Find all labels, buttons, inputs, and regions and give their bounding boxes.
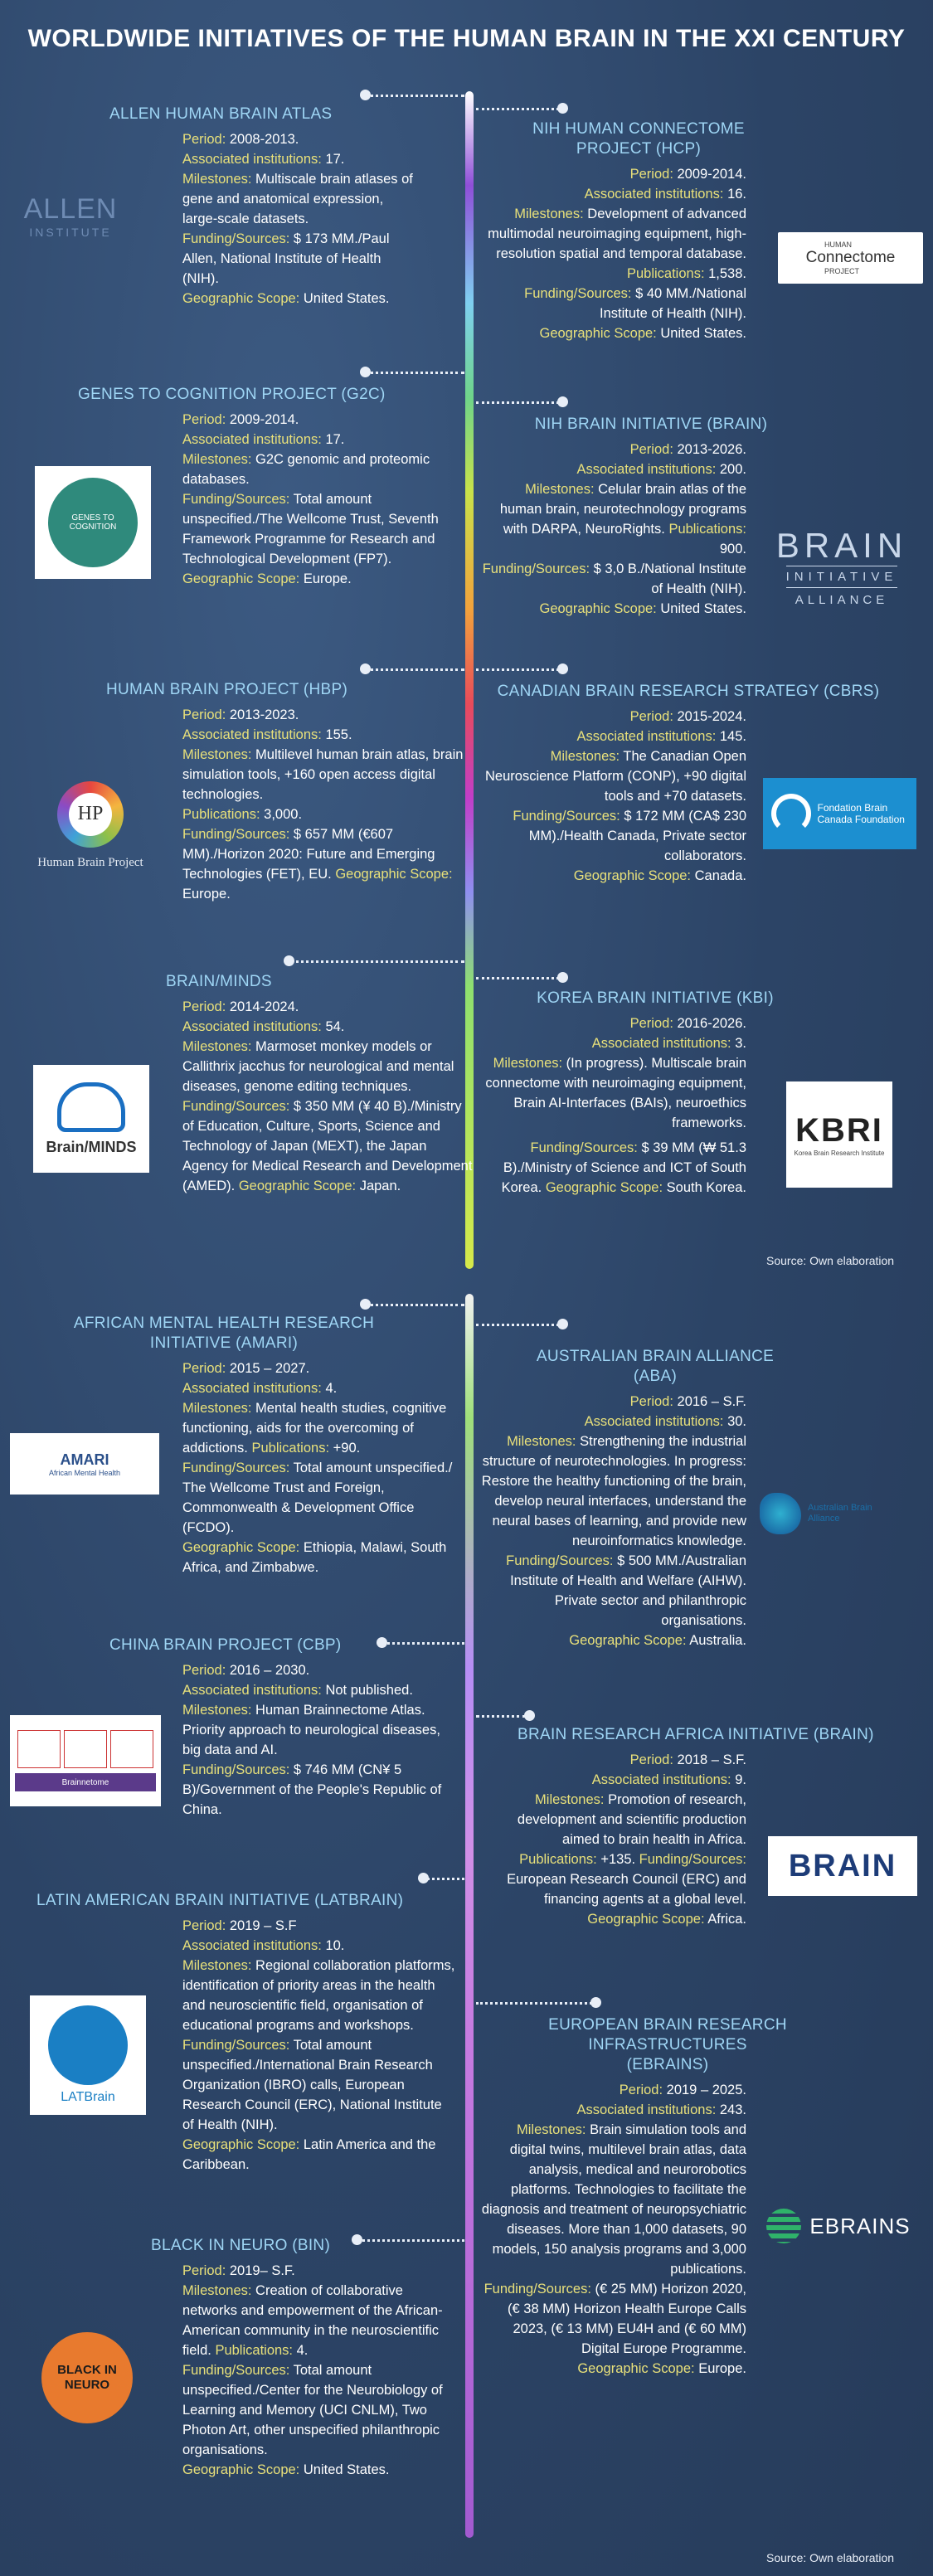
initiative-ebrains: EUROPEAN BRAIN RESEARCH INFRASTRUCTURES (EBRAINS) Period: 2019 – 2025. Associated institutions: 243. Milestones: Brain simulation tools and digital twins, multilevel brain atlas, data analysis, medical and neurorobotics platforms. Technologies to facilitate the diagnosis and treatment of neuropsychiatric diseases. More than 1,000 datasets, 90 models, 150 analysis programs and 3,000 publications. Funding/Sources: (€ 25 MM) Horizon 2020, (€ 38 MM) Horizon Health Europe Calls 2023, (€ 13 MM) EU4H and (€ 60 MM) Digital Europe Programme. Geographic Scope: Europe. xyxy=(481,2016,787,2376)
connector-node xyxy=(557,972,568,983)
initiative-amari: AFRICAN MENTAL HEALTH RESEARCH INITIATIVE (AMARI) Period: 2015 – 2027. Associated institutions: 4. Milestones: Mental health studies, cognitive functioning, aids for the overcoming of addictions. Publications: +90. Funding/Sources: Total amount unspecified./ The Wellcome Trust and Foreign, Commonwealth & Development Office (FCDO). Geographic Scope: Ethiopia, Malawi, South Africa, and Zimbabwe. xyxy=(73,1315,453,1575)
initiative-title: ALLEN HUMAN BRAIN ATLAS xyxy=(109,105,333,123)
connector xyxy=(476,668,559,671)
brain-canada-logo: Fondation Brain Canada Foundation xyxy=(763,778,916,849)
connector xyxy=(476,2002,592,2005)
bin-logo: BLACK IN NEURO xyxy=(41,2332,133,2423)
hcp-logo: HUMAN Connectome PROJECT xyxy=(778,232,923,284)
initiative-latbrain: LATIN AMERICAN BRAIN INITIATIVE (LATBRAIN) Period: 2019 – S.F Associated institutions: 10. Milestones: Regional collaboration platforms, identification of priority areas in the health and neuroscientific field, organisation of educational programs and workshops. Funding/Sources: Total amount unspecified./International Brain Research Organization (IBRO) calls, European Research Council (ERC), National Institute of Health (NIH). Geographic Scope: Latin America and the Caribbean. xyxy=(36,1892,455,2172)
connector xyxy=(423,1878,464,1880)
connector-node xyxy=(557,396,568,407)
connector xyxy=(476,1715,526,1718)
connector-node xyxy=(360,367,371,377)
initiative-allen: ALLEN HUMAN BRAIN ATLAS Period: 2008-2013. Associated institutions: 17. Milestones: Multiscale brain atlases of gene and anatomical expression, large-scale datasets. Funding/Sources: $ 173 MM./Paul Allen, National Institute of Health (NIH). Geographic Scope: United States. xyxy=(33,104,415,309)
connector xyxy=(365,668,464,671)
g2c-logo: GENES TO COGNITION xyxy=(35,466,151,579)
connector xyxy=(476,108,559,110)
initiative-kbi: KOREA BRAIN INITIATIVE (KBI) Period: 2016-2026. Associated institutions: 3. Milestones: (In progress). Multiscale brain connectome with neuroimaging equipment, Brain AI-Interfaces (BAIs), neuroethics frameworks. Funding/Sources: $ 39 MM (₩ 51.3 B)./Ministry of Science and ICT of South Korea. Geographic Scope: South Korea. xyxy=(485,989,774,1195)
kbri-logo: KBRI Korea Brain Research Institute xyxy=(786,1081,892,1188)
page-title: WORLDWIDE INITIATIVES OF THE HUMAN BRAIN IN THE XXI CENTURY xyxy=(27,25,906,52)
connector xyxy=(476,401,559,404)
connector-node xyxy=(557,103,568,114)
ebrains-logo: EBRAINS xyxy=(761,2206,916,2246)
connector-node xyxy=(360,663,371,674)
connector xyxy=(476,1324,559,1326)
initiative-hbp: HUMAN BRAIN PROJECT (HBP) Period: 2013-2023. Associated institutions: 155. Milestones: Multilevel human brain atlas, brain simulation tools, +160 open access digital technologies. Publications: 3,000. Funding/Sources: $ 657 MM (€607 MM)./Horizon 2020: Future and Emerging Technologies (FET), EU. Geographic Scope: Europe. xyxy=(106,681,464,902)
bra-logo: BRAIN xyxy=(768,1836,917,1896)
initiative-minds: BRAIN/MINDS Period: 2014-2024. Associated institutions: 54. Milestones: Marmoset monkey models or Callithrix jacchus for neurological and mental diseases, genome editing techniques. Funding/Sources: $ 350 MM (¥ 40 B)./Ministry of Education, Culture, Sports, Science and Technology of Japan (MEXT), the Japan Agency for Medical Research and Development (AMED). Geographic Scope: Japan. xyxy=(166,973,473,1193)
hbp-logo: HP Human Brain Project xyxy=(12,771,169,879)
initiative-brain: NIH BRAIN INITIATIVE (BRAIN) Period: 2013-2026. Associated institutions: 200. Milestones: Celular brain atlas of the human brain, neurotechnology programs with DARPA, NeuroRights. Publications: 900. Funding/Sources: $ 3,0 B./National Institute of Health (NIH). Geographic Scope: United States. xyxy=(482,416,768,616)
initiative-bra: BRAIN RESEARCH AFRICA INITIATIVE (BRAIN) Period: 2018 – S.F. Associated institutions: 9. Milestones: Promotion of research, development and scientific production aimed to brain health in Africa. Publications: +135. Funding/Sources: European Research Council (ERC) and financing agents at a global level. Geographic Scope: Africa. xyxy=(507,1726,874,1927)
connector-node xyxy=(360,90,371,100)
source-note: Source: Own elaboration xyxy=(766,2551,895,2564)
connector-node xyxy=(557,1319,568,1329)
connector-node xyxy=(284,955,294,966)
latbrain-logo: LATBrain xyxy=(30,1995,146,2115)
initiative-aba: AUSTRALIAN BRAIN ALLIANCE (ABA) Period: 2016 – S.F. Associated institutions: 30. Milestones: Strengthening the industrial structure of neurotechnologies. In progress: Restore the healthy functioning of the brain, develop neural interfaces, understand the neural bases of learning, and provide new neuroinformatics knowledge. Funding/Sources: $ 500 MM./Australian Institute of Health and Welfare (AIHW). Private sector and philanthropic organisations. Geographic Scope: Australia. xyxy=(481,1348,775,1648)
connector-node xyxy=(418,1873,429,1883)
initiative-cbp: CHINA BRAIN PROJECT (CBP) Period: 2016 – 2030. Associated institutions: Not published. Milestones: Human Brainnectome Atlas. Priority approach to neurological diseases, big data and AI. Funding/Sources: $ 746 MM (CN¥ 5 B)/Government of the People's Republic of China. xyxy=(109,1636,442,1817)
connector xyxy=(476,977,559,979)
allen-logo: ALLEN INSTITUTE xyxy=(23,192,118,239)
connector-node xyxy=(557,663,568,674)
cbp-logo: Brainnetome xyxy=(10,1715,161,1806)
connector xyxy=(365,372,464,374)
initiative-cbrs: CANADIAN BRAIN RESEARCH STRATEGY (CBRS) Period: 2015-2024. Associated institutions: 145. Milestones: The Canadian Open Neuroscience Platform (CONP), +90 digital tools and +70 datasets. Funding/Sources: $ 172 MM (CA$ 230 MM)./Health Canada, Private sector collaborators. Geographic Scope: Canada. xyxy=(485,683,880,883)
brain-minds-logo: Brain/MINDS xyxy=(33,1065,149,1173)
initiative-g2c: GENES TO COGNITION PROJECT (G2C) Period: 2009-2014. Associated institutions: 17. Milestones: G2C genomic and proteomic databases. Funding/Sources: Total amount unspecified./The Wellcome Trust, Seventh Framework Programme for Research and Technological Development (FP7). Geographic Scope: Europe. xyxy=(78,386,439,586)
connector xyxy=(365,1304,464,1306)
aba-logo: Australian Brain Alliance xyxy=(755,1485,887,1543)
connector-node xyxy=(360,1299,371,1310)
amari-logo: AMARI African Mental Health xyxy=(10,1433,159,1495)
source-note: Source: Own elaboration xyxy=(766,1254,895,1267)
brain-initiative-logo: BRAIN INITIATIVE ALLIANCE xyxy=(775,525,908,607)
initiative-bin: BLACK IN NEURO (BIN) Period: 2019– S.F. Milestones: Creation of collaborative networks and empowerment of the African-American community in the neuroscientific field. Publications: 4. Funding/Sources: Total amount unspecified./Center for the Neurobiology of Learning and Memory (UCI CNLM), Two Photon Art, other unspecified philanthropic organisations. Geographic Scope: United States. xyxy=(151,2237,443,2477)
timeline-axis xyxy=(465,1294,474,2538)
connector-node xyxy=(524,1710,535,1721)
connector-node xyxy=(590,1997,601,2008)
connector xyxy=(290,960,464,963)
connector xyxy=(365,95,464,97)
initiative-hcp: NIH HUMAN CONNECTOME PROJECT (HCP) Period: 2009-2014. Associated institutions: 16. Milestones: Development of advanced multimodal neuroimaging equipment, high-resolution spatial and temporal database. Publications: 1,538. Funding/Sources: $ 40 MM./National Institute of Health (NIH). Geographic Scope: United States. xyxy=(488,120,746,341)
